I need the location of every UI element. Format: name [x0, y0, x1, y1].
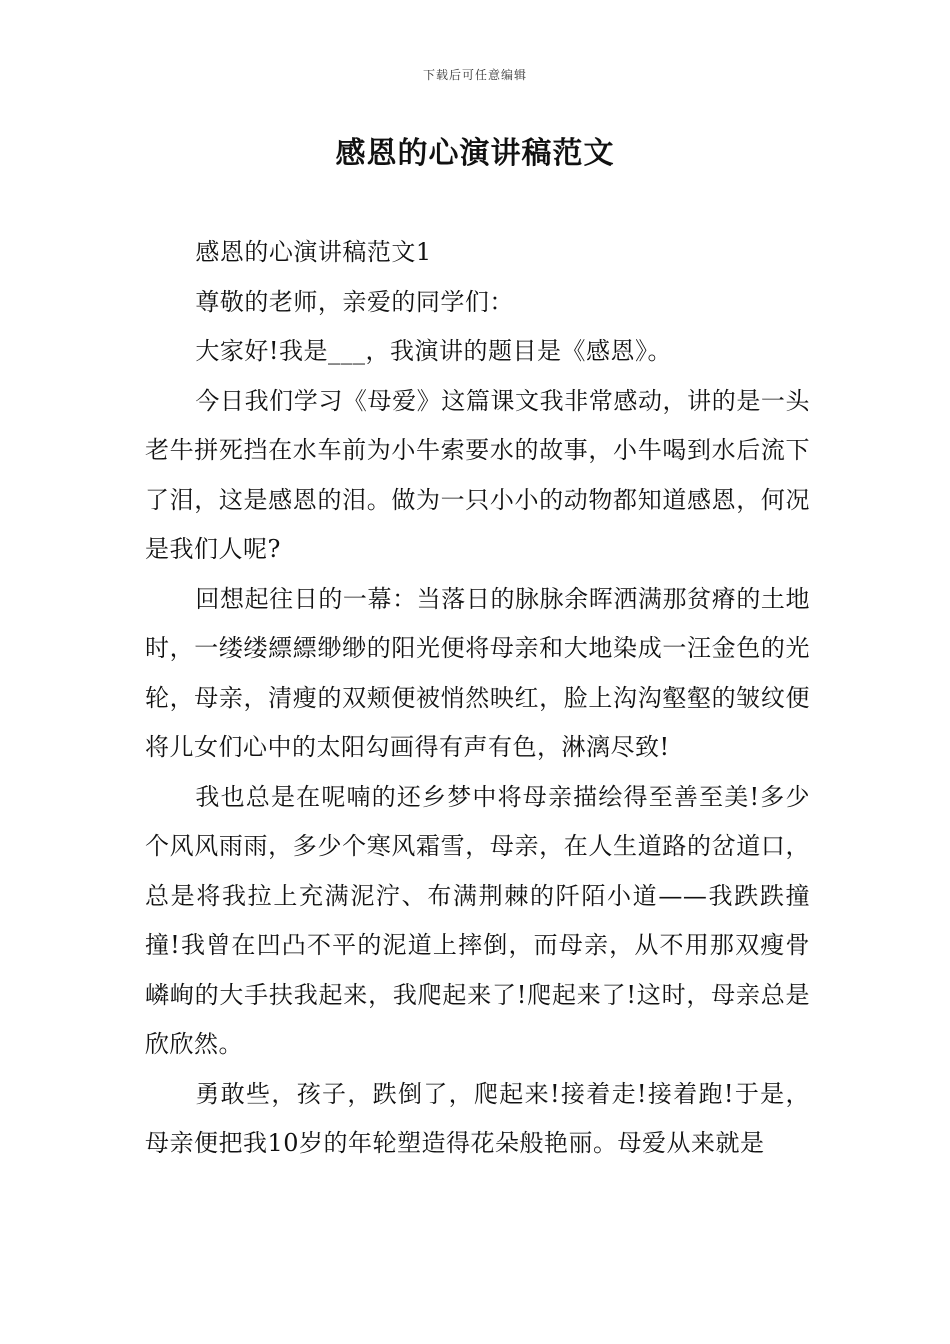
paragraph-body: 我也总是在呢喃的还乡梦中将母亲描绘得至善至美!多少个风风雨雨，多少个寒风霜雪，母亲，在人生道路的岔道口，总是将我拉上充满泥泞、布满荆棘的阡陌小道——我跌跌撞撞!我曾在凹凸不平的泥道上摔倒，而母亲，从不用那双瘦骨嶙峋的大手扶我起来，我爬起来了!爬起来了!这时，母亲总是欣欣然。	[145, 782, 810, 1058]
header-note: 下载后可任意编辑	[422, 68, 527, 82]
paragraph-subtitle: 感恩的心演讲稿范文1	[195, 238, 432, 266]
paragraph-greeting: 大家好!我是___，我演讲的题目是《感恩》。	[195, 337, 673, 365]
paragraph-body: 回想起往日的一幕：当落日的脉脉余晖洒满那贫瘠的土地时，一缕缕縹縹缈缈的阳光便将母亲和大地染成一汪金色的光轮，母亲，清瘦的双颊便被悄然映红，脸上沟沟壑壑的皱纹便将儿女们心中的太阳勾画得有声有色，淋漓尽致!	[145, 584, 810, 761]
paragraph-body: 今日我们学习《母爱》这篇课文我非常感动，讲的是一头老牛拼死挡在水车前为小牛索要水的故事，小牛喝到水后流下了泪，这是感恩的泪。做为一只小小的动物都知道感恩，何况是我们人呢?	[145, 386, 810, 563]
paragraph-salutation: 尊敬的老师，亲爱的同学们：	[195, 287, 514, 316]
document-title: 感恩的心演讲稿范文	[335, 136, 615, 171]
paragraph-body: 勇敢些，孩子，跌倒了，爬起来!接着走!接着跑!于是，母亲便把我10岁的年轮塑造得花朵般艳丽。母爱从来就是	[145, 1079, 810, 1157]
document-body	[145, 228, 810, 1169]
